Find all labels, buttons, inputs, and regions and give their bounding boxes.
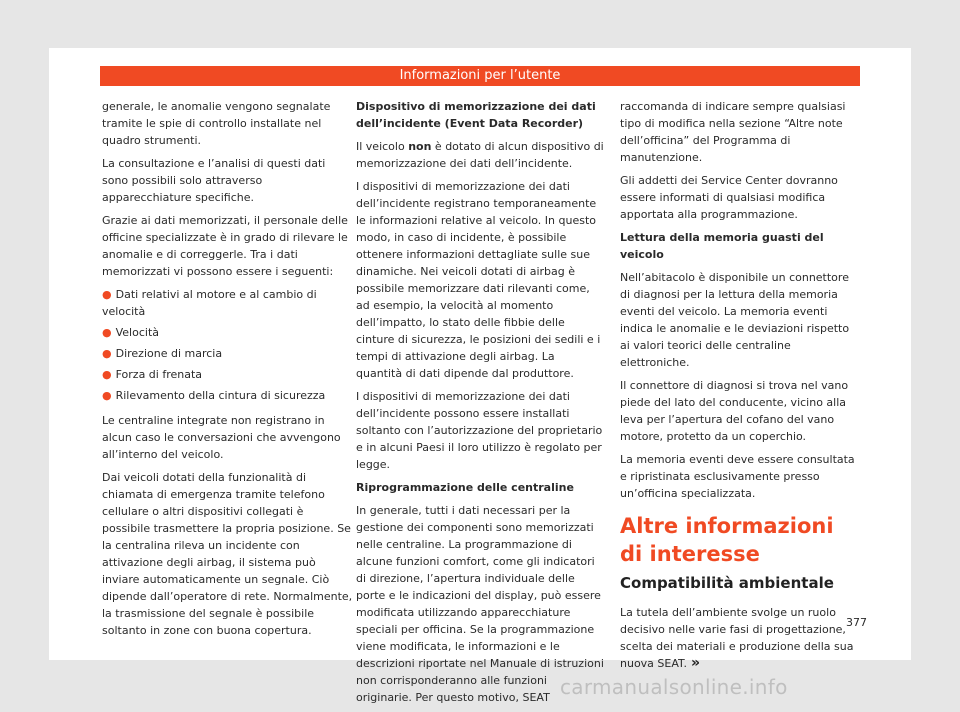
- bullet-dot-icon: ●: [102, 389, 112, 402]
- subheading-riprogrammazione: Riprogrammazione delle centraline: [356, 481, 574, 494]
- paragraph: In generale, tutti i dati necessari per la gestione dei componenti sono memorizzati nelle centraline. La programmazione di alcune funzioni comfort, come gli indicatori di direzione, l’apertura individuale delle porte e le indicazioni del display, può essere modificata utilizzando apparecchiature speciali per officina. Se la programmazione viene modificata, le informazioni e le descrizioni riportate nel Manuale di istruzioni non corrisponderanno alle funzioni originarie. Per questo motivo, SEAT: [356, 504, 604, 704]
- text-run: La tutela dell’ambiente svolge un ruolo decisivo nelle varie fasi di progettazione, scelta dei materiali e produzione della sua nuova SEAT.: [620, 606, 854, 670]
- paragraph: raccomanda di indicare sempre qualsiasi tipo di modifica nella sezione “Altre note dell’officina” del Programma di manutenzione.: [620, 100, 846, 164]
- text-run: è dotato di alcun dispositivo di memorizzazione dei dati dell’incidente.: [356, 140, 604, 170]
- bullet-item: [102, 345, 354, 362]
- paragraph: Gli addetti dei Service Center dovranno essere informati di qualsiasi modifica apportata alla programmazione.: [620, 174, 838, 221]
- column-1: [102, 98, 354, 645]
- bullet-item: [102, 324, 354, 341]
- section-subtitle: Compatibilità ambientale: [620, 574, 834, 592]
- paragraph: [356, 138, 604, 172]
- bullet-dot-icon: ●: [102, 288, 112, 301]
- emphasis-text: non: [408, 140, 432, 153]
- paragraph: Nell’abitacolo è disponibile un connettore di diagnosi per la lettura della memoria eventi del veicolo. La memoria eventi indica le anomalie e le deviazioni rispetto ai valori teorici delle centraline elettroniche.: [620, 271, 850, 369]
- paragraph: La memoria eventi deve essere consultata e ripristinata esclusivamente presso un’officina specializzata.: [620, 453, 855, 500]
- bullet-item: [102, 387, 354, 404]
- text-run: Il veicolo: [356, 140, 409, 153]
- bullet-text: Dati relativi al motore e al cambio di velocità: [102, 288, 317, 318]
- watermark-text: carmanualsonline.info: [560, 675, 788, 699]
- paragraph: Le centraline integrate non registrano in alcun caso le conversazioni che avvengono all’interno del veicolo.: [102, 414, 341, 461]
- subheading-memoria-guasti: Lettura della memoria guasti del veicolo: [620, 231, 824, 261]
- subheading-event-data-recorder: Dispositivo di memorizzazione dei dati dell’incidente (Event Data Recorder): [356, 100, 596, 130]
- bullet-dot-icon: ●: [102, 326, 112, 339]
- bullet-text: Velocità: [115, 326, 159, 339]
- bullet-text: Direzione di marcia: [115, 347, 223, 360]
- paragraph: Il connettore di diagnosi si trova nel vano piede del lato del conducente, vicino alla leva per l’apertura del cofano del vano motore, protetto da un coperchio.: [620, 379, 849, 443]
- column-2: [356, 98, 604, 712]
- continue-arrow-icon: »: [690, 655, 700, 671]
- bullet-dot-icon: ●: [102, 368, 112, 381]
- paragraph: [620, 604, 858, 672]
- bullet-dot-icon: ●: [102, 347, 112, 360]
- paragraph: Dai veicoli dotati della funzionalità di chiamata di emergenza tramite telefono cellulare o altri dispositivi collegati è possibile trasmettere la propria posizione. Se la centralina rileva un incidente con attivazione degli airbag, il sistema può inviare automaticamente un segnale. Ciò dipende dall’operatore di rete. Normalmente, la trasmissione del segnale è possibile soltanto in zone con buona copertura.: [102, 471, 353, 637]
- paragraph: La consultazione e l’analisi di questi dati sono possibili solo attraverso apparecchiature specifiche.: [102, 157, 326, 204]
- paragraph: I dispositivi di memorizzazione dei dati dell’incidente possono essere installati soltanto con l’autorizzazione del proprietario e in alcuni Paesi il loro utilizzo è regolato per legge.: [356, 390, 603, 471]
- bullet-text: Rilevamento della cintura di sicurezza: [115, 389, 326, 402]
- bullet-item: [102, 366, 354, 383]
- page-header-title: Informazioni per l’utente: [100, 66, 860, 86]
- bullet-text: Forza di frenata: [115, 368, 203, 381]
- bullet-item: [102, 286, 354, 320]
- section-title: Altre informazioni di interesse: [620, 514, 834, 566]
- column-3: [620, 98, 858, 678]
- paragraph: Grazie ai dati memorizzati, il personale delle officine specializzate è in grado di rilevare le anomalie e di correggerle. Tra i dati memorizzati vi possono essere i seguenti:: [102, 214, 348, 278]
- page-number: 377: [846, 616, 867, 629]
- paragraph: I dispositivi di memorizzazione dei dati dell’incidente registrano temporaneamente le informazioni relative al veicolo. In questo modo, in caso di incidente, è possibile ottenere informazioni dettagliate sulle sue dinamiche. Nei veicoli dotati di airbag è possibile memorizzare dati rilevanti come, ad esempio, la velocità al momento dell’impatto, lo stato delle fibbie delle cinture di sicurezza, le posizioni dei sedili e i tempi di attivazione degli airbag. La quantità di dati dipende dal produttore.: [356, 180, 601, 380]
- paragraph: generale, le anomalie vengono segnalate tramite le spie di controllo installate nel quadro strumenti.: [102, 100, 331, 147]
